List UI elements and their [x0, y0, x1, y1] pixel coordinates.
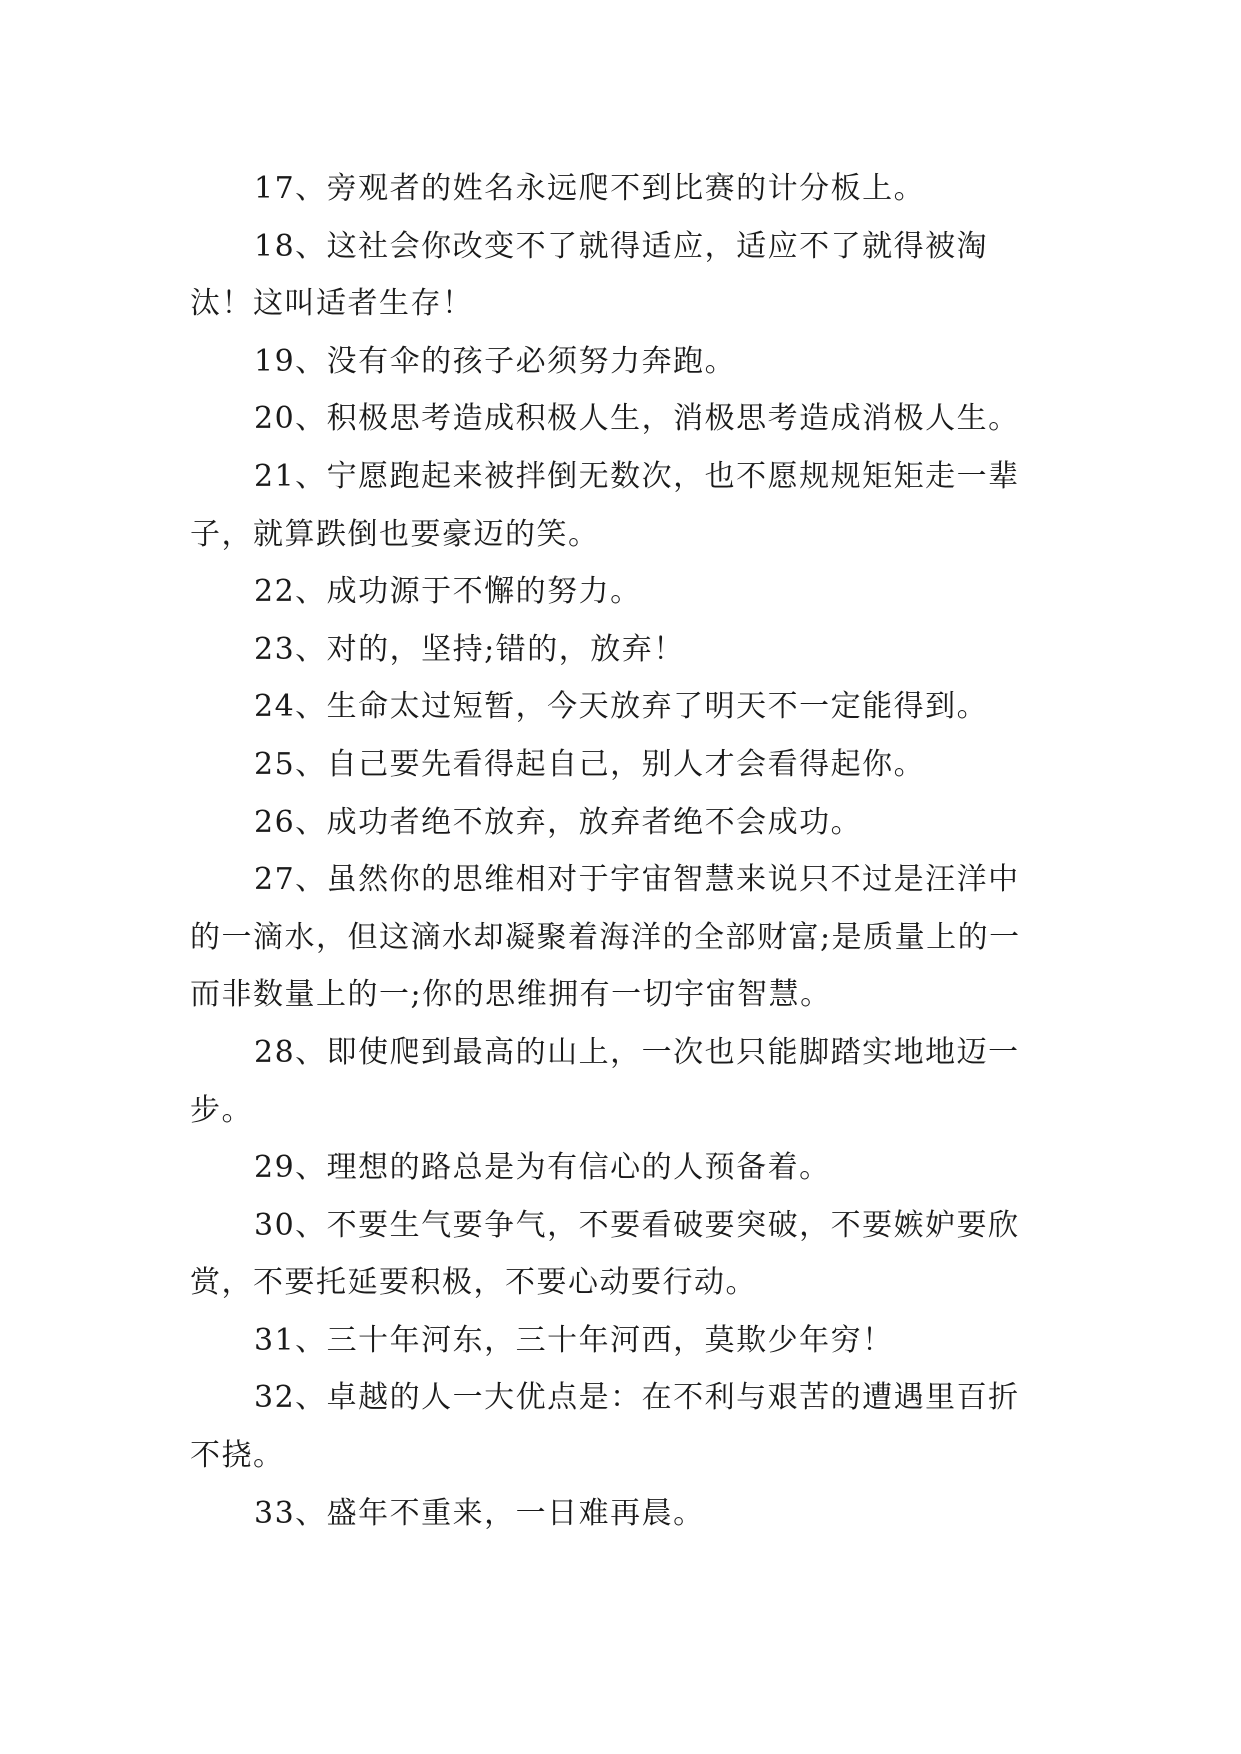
quote-paragraph: 22、成功源于不懈的努力。 — [254, 574, 642, 610]
quote-paragraph: 19、没有伞的孩子必须努力奔跑。 — [254, 343, 737, 379]
quote-paragraph: 17、旁观者的姓名永远爬不到比赛的计分板上。 — [254, 171, 926, 206]
quote-paragraph: 29、理想的路总是为有信心的人预备着。 — [254, 1150, 831, 1186]
quote-paragraph: 21、宁愿跑起来被拌倒无数次，也不愿规规矩矩走一辈子，就算跌倒也要豪迈的笑。 — [190, 458, 1020, 552]
quote-paragraph: 20、积极思考造成积极人生，消极思考造成消极人生。 — [254, 401, 1020, 437]
quote-paragraph: 28、即使爬到最高的山上，一次也只能脚踏实地地迈一步。 — [190, 1034, 1020, 1128]
quote-paragraph: 23、对的，坚持;错的，放弃！ — [254, 631, 685, 667]
quote-paragraph: 26、成功者绝不放弃，放弃者绝不会成功。 — [254, 804, 863, 840]
quote-paragraph: 33、盛年不重来，一日难再晨。 — [254, 1495, 705, 1531]
quote-paragraph: 24、生命太过短暂，今天放弃了明天不一定能得到。 — [254, 689, 989, 725]
quote-paragraph: 32、卓越的人一大优点是：在不利与艰苦的遭遇里百折不挠。 — [190, 1380, 1020, 1474]
quote-paragraph: 30、不要生气要争气，不要看破要突破，不要嫉妒要欣赏，不要托延要积极，不要心动要行动。 — [190, 1207, 1020, 1301]
quote-paragraph: 31、三十年河东，三十年河西，莫欺少年穷！ — [254, 1322, 894, 1358]
quote-paragraph: 25、自己要先看得起自己，别人才会看得起你。 — [254, 746, 926, 782]
quote-list — [190, 160, 1050, 1542]
quote-paragraph: 18、这社会你改变不了就得适应，适应不了就得被淘汰！这叫适者生存！ — [190, 228, 989, 322]
quote-paragraph: 27、虽然你的思维相对于宇宙智慧来说只不过是汪洋中的一滴水，但这滴水却凝聚着海洋的全部财富;是质量上的一而非数量上的一;你的思维拥有一切宇宙智慧。 — [190, 862, 1021, 1013]
